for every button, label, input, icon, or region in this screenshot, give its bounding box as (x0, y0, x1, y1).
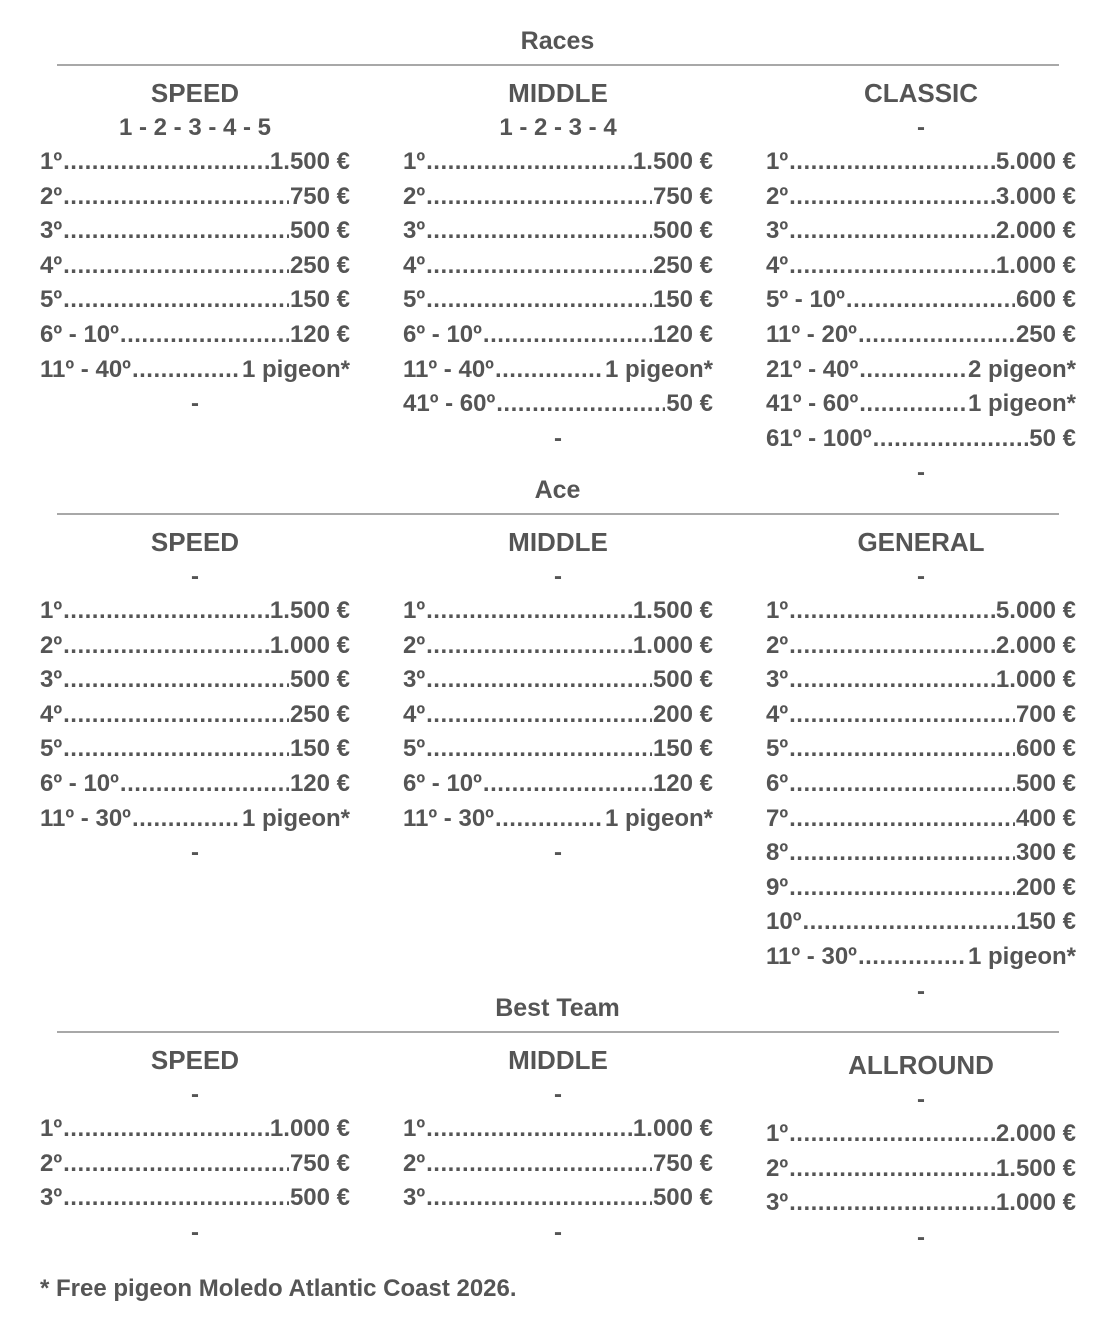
prize-amount: 1 pigeon* (241, 355, 350, 383)
prize-row (40, 318, 350, 353)
prize-row (766, 180, 1076, 215)
prize-position: 6º - 10º (403, 769, 482, 797)
prize-row (766, 214, 1076, 249)
dot-leader (63, 629, 269, 664)
prize-amount: 600 € (1015, 286, 1076, 314)
prize-position: 1º (40, 1115, 63, 1142)
dot-leader (858, 318, 1015, 353)
dot-leader (426, 663, 652, 698)
dot-leader (859, 353, 967, 388)
prize-amount: 750 € (652, 182, 713, 210)
dot-leader (789, 802, 1015, 837)
prize-amount: 1 pigeon* (967, 942, 1076, 970)
dot-leader (846, 283, 1015, 318)
prize-row (403, 663, 713, 698)
prize-amount: 500 € (289, 217, 350, 245)
prize-amount: 1.000 € (995, 251, 1076, 279)
dot-leader (789, 629, 995, 664)
prize-row (766, 767, 1076, 802)
prize-row (40, 353, 350, 388)
prize-amount: 300 € (1015, 839, 1076, 867)
dot-leader (789, 1117, 995, 1152)
prize-position: 2º (403, 182, 426, 210)
dot-leader (873, 422, 1029, 457)
prize-position: 11º - 30º (766, 942, 857, 970)
prize-amount: 500 € (652, 1184, 713, 1212)
section-divider (57, 64, 1059, 66)
prize-amount: 1.000 € (269, 1115, 350, 1142)
prize-position: 3º (766, 666, 789, 694)
prize-row (403, 767, 713, 802)
prize-amount: 1.500 € (632, 597, 713, 624)
prize-row (766, 940, 1076, 975)
column-subtitle: - (917, 1086, 925, 1113)
dot-leader (426, 180, 652, 215)
prize-amount: 750 € (289, 1149, 350, 1177)
prize-row (40, 698, 350, 733)
column-subtitle: - (191, 563, 199, 590)
prize-row (403, 1181, 713, 1216)
column-speed (40, 1043, 350, 1250)
prize-row (766, 802, 1076, 837)
prize-row (40, 767, 350, 802)
column-middle (403, 525, 713, 871)
prize-position: 6º (766, 769, 789, 797)
prize-amount: 150 € (1015, 908, 1076, 936)
dot-leader (789, 249, 995, 284)
prize-row (766, 836, 1076, 871)
column-end-mark: - (917, 1223, 925, 1251)
prize-position: 41º - 60º (766, 390, 859, 418)
dot-leader (63, 214, 289, 249)
dot-leader (859, 387, 967, 422)
dot-leader (789, 180, 995, 215)
prize-row (766, 698, 1076, 733)
column-title: SPEED (150, 527, 240, 557)
prize-amount: 150 € (289, 735, 350, 763)
prize-row (403, 249, 713, 284)
prize-row (40, 732, 350, 767)
column-subtitle: - (554, 563, 562, 590)
dot-leader (789, 767, 1015, 802)
prize-row (403, 594, 713, 629)
dot-leader (426, 283, 652, 318)
prize-row (403, 318, 713, 353)
prize-row (40, 180, 350, 215)
prize-row (766, 629, 1076, 664)
dot-leader (426, 1112, 632, 1147)
dot-leader (789, 145, 995, 180)
prize-amount: 2.000 € (995, 217, 1076, 245)
prize-position: 6º - 10º (403, 320, 482, 348)
prize-row (40, 802, 350, 837)
prize-amount: 500 € (1015, 769, 1076, 797)
prize-row (403, 802, 713, 837)
prize-amount: 1.500 € (995, 1154, 1076, 1182)
prize-row (766, 732, 1076, 767)
prize-row (403, 145, 713, 180)
prize-position: 2º (766, 631, 789, 659)
column-end-mark: - (917, 977, 925, 1005)
prize-row (403, 629, 713, 664)
dot-leader (789, 1186, 995, 1221)
column-end-mark: - (191, 390, 199, 418)
column-middle (403, 76, 713, 456)
section-title: Best Team (495, 994, 620, 1022)
dot-leader (426, 145, 632, 180)
prize-amount: 1.000 € (632, 631, 713, 659)
prize-position: 11º - 30º (403, 804, 494, 832)
dot-leader (426, 1181, 652, 1216)
prize-amount: 500 € (289, 1184, 350, 1212)
prize-position: 4º (403, 700, 426, 728)
prize-amount: 50 € (666, 390, 713, 418)
prize-position: 1º (403, 1115, 426, 1142)
section-divider (57, 513, 1059, 515)
prize-position: 3º (40, 666, 63, 694)
prize-amount: 1 pigeon* (604, 355, 713, 383)
prize-position: 2º (40, 631, 63, 659)
dot-leader (426, 698, 652, 733)
prize-row (766, 283, 1076, 318)
column-end-mark: - (554, 839, 562, 867)
prize-row (40, 1147, 350, 1182)
prize-amount: 120 € (652, 769, 713, 797)
prize-position: 5º (766, 735, 789, 763)
dot-leader (789, 594, 995, 629)
section-title: Ace (534, 476, 581, 504)
prize-position: 1º (766, 1120, 789, 1147)
dot-leader (63, 249, 289, 284)
prize-position: 4º (40, 251, 63, 279)
prize-amount: 250 € (1015, 320, 1076, 348)
prize-position: 5º (403, 735, 426, 763)
prize-position: 2º (403, 631, 426, 659)
prize-row (40, 594, 350, 629)
prize-position: 11º - 20º (766, 320, 857, 348)
prize-amount: 2 pigeon* (967, 355, 1076, 383)
prize-amount: 400 € (1015, 804, 1076, 832)
prize-row (766, 353, 1076, 388)
prize-amount: 750 € (289, 182, 350, 210)
prize-position: 3º (766, 217, 789, 245)
prize-position: 10º (766, 908, 802, 936)
prize-position: 1º (766, 148, 789, 175)
prize-position: 2º (766, 182, 789, 210)
prize-position: 61º - 100º (766, 424, 872, 452)
dot-leader (426, 1147, 652, 1182)
prize-position: 3º (403, 1184, 426, 1212)
prize-position: 11º - 40º (40, 355, 131, 383)
prize-row (766, 318, 1076, 353)
column-subtitle: - (554, 1081, 562, 1108)
prize-row (766, 1152, 1076, 1187)
prize-position: 41º - 60º (403, 390, 496, 418)
prize-row (403, 283, 713, 318)
dot-leader (483, 318, 652, 353)
prize-row (40, 1181, 350, 1216)
dot-leader (858, 940, 967, 975)
prize-position: 5º - 10º (766, 286, 845, 314)
prize-position: 5º (403, 286, 426, 314)
prize-amount: 750 € (652, 1149, 713, 1177)
prize-amount: 5.000 € (995, 148, 1076, 175)
prize-amount: 1.000 € (632, 1115, 713, 1142)
dot-leader (63, 732, 289, 767)
prize-amount: 120 € (652, 320, 713, 348)
prize-amount: 200 € (652, 700, 713, 728)
prize-amount: 120 € (289, 320, 350, 348)
dot-leader (426, 629, 632, 664)
dot-leader (63, 594, 269, 629)
prize-row (403, 180, 713, 215)
prize-row (40, 629, 350, 664)
dot-leader (789, 836, 1015, 871)
prize-position: 11º - 30º (40, 804, 131, 832)
footnote: * Free pigeon Moledo Atlantic Coast 2026. (40, 1275, 517, 1302)
prize-row (40, 214, 350, 249)
dot-leader (789, 663, 995, 698)
dot-leader (426, 732, 652, 767)
prize-row (766, 594, 1076, 629)
dot-leader (63, 698, 289, 733)
prize-row (766, 422, 1076, 457)
prize-position: 1º (40, 148, 63, 175)
column-classic (766, 76, 1076, 491)
prize-position: 5º (40, 735, 63, 763)
prize-amount: 1.500 € (269, 597, 350, 624)
prize-amount: 600 € (1015, 735, 1076, 763)
prize-row (40, 283, 350, 318)
prize-position: 3º (766, 1189, 789, 1217)
prize-position: 4º (40, 700, 63, 728)
dot-leader (63, 180, 289, 215)
prize-amount: 700 € (1015, 700, 1076, 728)
dot-leader (63, 1112, 269, 1147)
column-end-mark: - (191, 839, 199, 867)
prize-amount: 200 € (1015, 873, 1076, 901)
prize-row (403, 214, 713, 249)
prize-amount: 50 € (1029, 424, 1076, 452)
prize-position: 1º (766, 597, 789, 624)
dot-leader (63, 145, 269, 180)
dot-leader (789, 1152, 995, 1187)
prize-position: 1º (403, 597, 426, 624)
prize-amount: 120 € (289, 769, 350, 797)
column-subtitle: - (917, 563, 925, 590)
dot-leader (495, 802, 604, 837)
dot-leader (120, 767, 289, 802)
dot-leader (426, 594, 632, 629)
prize-row (766, 905, 1076, 940)
prize-row (766, 663, 1076, 698)
prize-amount: 150 € (652, 735, 713, 763)
prize-position: 7º (766, 804, 789, 832)
prize-amount: 500 € (289, 666, 350, 694)
section-divider (57, 1031, 1059, 1033)
prize-position: 3º (403, 217, 426, 245)
prize-position: 4º (766, 700, 789, 728)
prize-row (403, 387, 713, 422)
prize-row (766, 387, 1076, 422)
prize-amount: 150 € (289, 286, 350, 314)
column-subtitle: - (917, 114, 925, 141)
prize-position: 2º (40, 1149, 63, 1177)
dot-leader (496, 387, 665, 422)
prize-amount: 1 pigeon* (241, 804, 350, 832)
prize-position: 3º (403, 666, 426, 694)
prize-amount: 5.000 € (995, 597, 1076, 624)
prize-amount: 500 € (652, 666, 713, 694)
column-end-mark: - (554, 424, 562, 452)
prize-amount: 3.000 € (995, 182, 1076, 210)
prize-position: 8º (766, 839, 789, 867)
column-subtitle: - (191, 1081, 199, 1108)
prize-row (40, 145, 350, 180)
prize-row (40, 1112, 350, 1147)
prize-row (403, 353, 713, 388)
prize-position: 9º (766, 873, 789, 901)
prize-position: 4º (766, 251, 789, 279)
prize-amount: 1.500 € (269, 148, 350, 175)
prize-position: 21º - 40º (766, 355, 859, 383)
prize-amount: 500 € (652, 217, 713, 245)
prize-position: 1º (40, 597, 63, 624)
column-title: SPEED (150, 78, 240, 108)
prize-row (766, 1186, 1076, 1221)
dot-leader (63, 1147, 289, 1182)
prize-row (40, 663, 350, 698)
prize-position: 3º (40, 217, 63, 245)
column-title: SPEED (150, 1045, 240, 1075)
dot-leader (495, 353, 604, 388)
prize-row (403, 1112, 713, 1147)
prize-row (766, 871, 1076, 906)
column-title: MIDDLE (508, 78, 608, 108)
prize-row (403, 1147, 713, 1182)
column-speed (40, 525, 350, 871)
column-middle (403, 1043, 713, 1250)
dot-leader (789, 214, 995, 249)
prize-amount: 150 € (652, 286, 713, 314)
column-subtitle: 1 - 2 - 3 - 4 - 5 (118, 114, 272, 141)
prize-position: 1º (403, 148, 426, 175)
dot-leader (789, 698, 1015, 733)
column-subtitle: 1 - 2 - 3 - 4 (499, 114, 617, 141)
column-allround (766, 1048, 1076, 1255)
prize-position: 2º (40, 182, 63, 210)
column-title: MIDDLE (508, 1045, 608, 1075)
dot-leader (120, 318, 289, 353)
prize-amount: 1 pigeon* (604, 804, 713, 832)
dot-leader (63, 1181, 289, 1216)
prize-amount: 250 € (652, 251, 713, 279)
prize-amount: 1 pigeon* (967, 390, 1076, 418)
prize-row (403, 698, 713, 733)
prize-row (766, 249, 1076, 284)
prize-position: 3º (40, 1184, 63, 1212)
column-end-mark: - (191, 1218, 199, 1246)
column-title: ALLROUND (848, 1050, 994, 1080)
prize-row (766, 1117, 1076, 1152)
dot-leader (802, 905, 1014, 940)
column-title: CLASSIC (863, 78, 979, 108)
dot-leader (483, 767, 652, 802)
prize-row (40, 249, 350, 284)
column-end-mark: - (917, 459, 925, 487)
column-title: GENERAL (857, 527, 985, 557)
dot-leader (426, 249, 652, 284)
prize-amount: 1.500 € (632, 148, 713, 175)
dot-leader (63, 663, 289, 698)
dot-leader (789, 732, 1015, 767)
section-title: Races (520, 27, 595, 55)
prize-amount: 250 € (289, 700, 350, 728)
column-title: MIDDLE (508, 527, 608, 557)
dot-leader (63, 283, 289, 318)
prize-row (403, 732, 713, 767)
prize-position: 6º - 10º (40, 320, 119, 348)
dot-leader (132, 353, 241, 388)
prize-amount: 1.000 € (995, 666, 1076, 694)
prize-amount: 2.000 € (995, 631, 1076, 659)
prize-position: 2º (403, 1149, 426, 1177)
prize-position: 11º - 40º (403, 355, 494, 383)
prize-amount: 2.000 € (995, 1120, 1076, 1147)
prize-row (766, 145, 1076, 180)
prize-position: 5º (40, 286, 63, 314)
column-end-mark: - (554, 1218, 562, 1246)
prize-position: 2º (766, 1154, 789, 1182)
column-speed (40, 76, 350, 422)
dot-leader (426, 214, 652, 249)
prize-position: 6º - 10º (40, 769, 119, 797)
column-general (766, 525, 1076, 1009)
prize-position: 4º (403, 251, 426, 279)
dot-leader (789, 871, 1015, 906)
dot-leader (132, 802, 241, 837)
prize-amount: 1.000 € (269, 631, 350, 659)
prize-amount: 250 € (289, 251, 350, 279)
prize-amount: 1.000 € (995, 1189, 1076, 1217)
